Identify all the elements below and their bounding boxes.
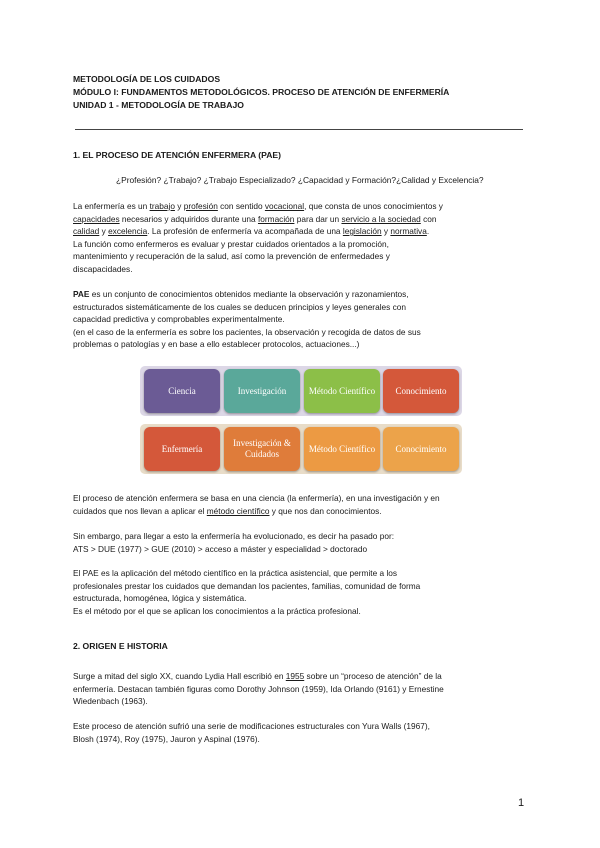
box-conocimiento-2: Conocimiento xyxy=(383,427,459,471)
text-line: enfermería. Destacan también figuras como Dorothy Johnson (1959), Ida Orlando (9161) y Ernestine xyxy=(73,683,444,694)
document-header xyxy=(73,73,449,112)
paragraph-pae xyxy=(73,288,533,351)
pae-term: PAE xyxy=(73,289,90,299)
text-line: Wiedenbach (1963). xyxy=(73,696,148,706)
text-line: PAE es un conjunto de conocimientos obtenidos mediante la observación y razonamientos, xyxy=(73,289,409,299)
course-title: METODOLOGÍA DE LOS CUIDADOS xyxy=(73,74,221,84)
box-conocimiento: Conocimiento xyxy=(383,369,459,413)
paragraph-evolution xyxy=(73,530,533,555)
paragraph-origin xyxy=(73,670,533,708)
header-divider xyxy=(75,129,523,130)
paragraph-definition xyxy=(73,200,533,275)
text-line: capacidades necesarios y adquiridos durante una formación para dar un servicio a la sociedad con xyxy=(73,213,437,224)
text-line: Blosh (1974), Roy (1975), Jauron y Aspinal (1976). xyxy=(73,733,260,744)
module-title: MÓDULO I: FUNDAMENTOS METODOLÓGICOS. PROCESO DE ATENCIÓN DE ENFERMERÍA xyxy=(73,87,450,97)
text-line: (en el caso de la enfermería es sobre los pacientes, la observación y recogida de datos de sus xyxy=(73,326,421,337)
text-line: problemas o patologías y en base a ello establecer protocolos, actuaciones...) xyxy=(73,339,360,349)
text-line: La enfermería es un trabajo y profesión con sentido vocacional, que consta de unos conocimientos y xyxy=(73,201,443,211)
text-line: capacidad predictiva y comprobables experimentalmente. xyxy=(73,314,285,324)
text-line: El PAE es la aplicación del método científico en la práctica asistencial, que permite a los xyxy=(73,568,398,578)
paragraph-application xyxy=(73,567,533,617)
box-investigacion-cuidados: Investigación & Cuidados xyxy=(224,427,300,471)
text-line: Sin embargo, para llegar a esto la enfermería ha evolucionado, es decir ha pasado por: xyxy=(73,531,395,541)
box-metodo-cientifico: Método Científico xyxy=(304,369,380,413)
concept-diagram xyxy=(140,363,462,477)
text-line: mantenimiento y recuperación de la salud, así como la prevención de enfermedades y xyxy=(73,251,390,261)
box-metodo-cientifico-2: Método Científico xyxy=(304,427,380,471)
text-line: profesionales prestar los cuidados que demandan los pacientes, familias, comunidad de forma xyxy=(73,580,421,591)
text-line: ATS > DUE (1977) > GUE (2010) > acceso a máster y especialidad > doctorado xyxy=(73,543,368,554)
text-line: estructurada, homogénea, lógica y sistemática. xyxy=(73,593,247,603)
section-2-title: 2. ORIGEN E HISTORIA xyxy=(73,641,168,651)
paragraph-modifications xyxy=(73,720,533,745)
text-line: Es el método por el que se aplican los conocimientos a la práctica profesional. xyxy=(73,605,361,616)
box-investigacion: Investigación xyxy=(224,369,300,413)
page-number: 1 xyxy=(518,797,525,809)
text-line: discapacidades. xyxy=(73,263,133,274)
text-line: La función como enfermeros es evaluar y prestar cuidados orientados a la promoción, xyxy=(73,238,389,249)
text-line: estructurados sistemáticamente de los cuales se deducen principios y leyes generales con xyxy=(73,301,406,312)
text-line: Este proceso de atención sufrió una serie de modificaciones estructurales con Yura Walls (1967), xyxy=(73,721,430,731)
text-line: calidad y excelencia. La profesión de enfermería va acompañada de una legislación y normativa. xyxy=(73,226,430,236)
box-enfermeria: Enfermería xyxy=(144,427,220,471)
text-line: cuidados que nos llevan a aplicar el método científico y que nos dan conocimientos. xyxy=(73,505,382,516)
text-line: El proceso de atención enfermera se basa en una ciencia (la enfermería), en una investigación y en xyxy=(73,493,440,503)
unit-title: UNIDAD 1 - METODOLOGÍA DE TRABAJO xyxy=(73,100,244,110)
section-1-title: 1. EL PROCESO DE ATENCIÓN ENFERMERA (PAE) xyxy=(73,150,282,160)
text-line: Surge a mitad del siglo XX, cuando Lydia Hall escribió en 1955 sobre un “proceso de atención” de la xyxy=(73,671,442,681)
guiding-questions: ¿Profesión? ¿Trabajo? ¿Trabajo Especializado? ¿Capacidad y Formación?¿Calidad y Excelencia? xyxy=(116,175,484,185)
paragraph-basis xyxy=(73,492,533,517)
box-ciencia: Ciencia xyxy=(144,369,220,413)
